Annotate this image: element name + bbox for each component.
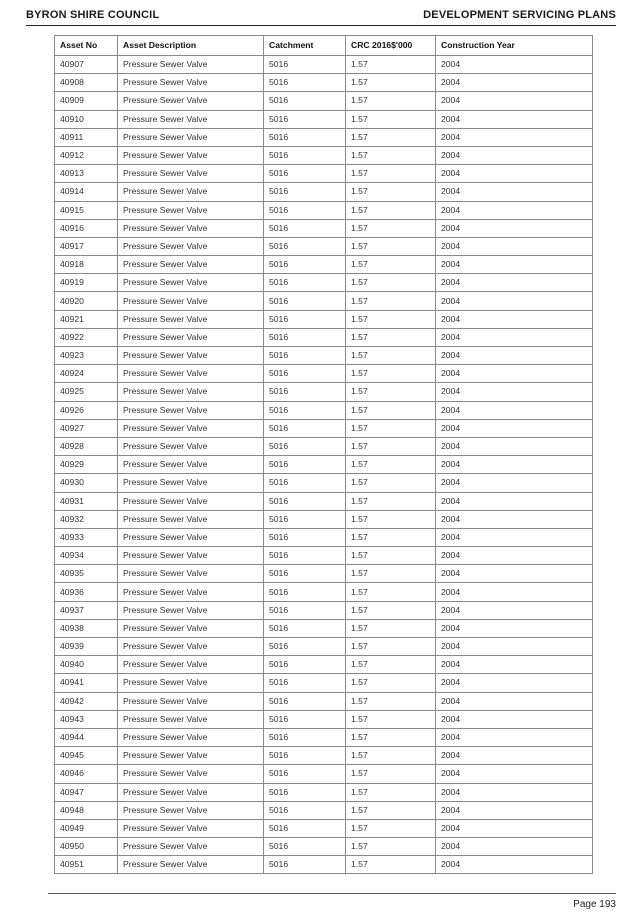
table-row <box>55 237 593 255</box>
cell-catchment: 5016 <box>264 510 346 528</box>
cell-asset-description: Pressure Sewer Valve <box>118 565 264 583</box>
cell-construction-year: 2004 <box>436 456 593 474</box>
table-row <box>55 474 593 492</box>
cell-asset-no: 40940 <box>55 656 118 674</box>
table-row <box>55 565 593 583</box>
cell-catchment: 5016 <box>264 583 346 601</box>
cell-asset-no: 40909 <box>55 92 118 110</box>
cell-asset-no: 40917 <box>55 237 118 255</box>
cell-crc: 1.57 <box>346 456 436 474</box>
table-row <box>55 56 593 74</box>
cell-construction-year: 2004 <box>436 619 593 637</box>
cell-catchment: 5016 <box>264 110 346 128</box>
cell-asset-description: Pressure Sewer Valve <box>118 110 264 128</box>
cell-asset-no: 40912 <box>55 146 118 164</box>
cell-crc: 1.57 <box>346 74 436 92</box>
cell-catchment: 5016 <box>264 237 346 255</box>
cell-asset-description: Pressure Sewer Valve <box>118 510 264 528</box>
cell-construction-year: 2004 <box>436 383 593 401</box>
cell-asset-no: 40939 <box>55 638 118 656</box>
cell-construction-year: 2004 <box>436 92 593 110</box>
cell-crc: 1.57 <box>346 401 436 419</box>
cell-construction-year: 2004 <box>436 747 593 765</box>
table-header <box>55 36 593 56</box>
cell-asset-description: Pressure Sewer Valve <box>118 528 264 546</box>
cell-construction-year: 2004 <box>436 801 593 819</box>
cell-asset-no: 40916 <box>55 219 118 237</box>
cell-asset-no: 40943 <box>55 710 118 728</box>
cell-crc: 1.57 <box>346 583 436 601</box>
cell-catchment: 5016 <box>264 710 346 728</box>
cell-asset-no: 40933 <box>55 528 118 546</box>
cell-asset-no: 40950 <box>55 838 118 856</box>
cell-catchment: 5016 <box>264 656 346 674</box>
cell-construction-year: 2004 <box>436 547 593 565</box>
cell-asset-description: Pressure Sewer Valve <box>118 383 264 401</box>
cell-construction-year: 2004 <box>436 74 593 92</box>
cell-asset-no: 40915 <box>55 201 118 219</box>
table-row <box>55 692 593 710</box>
cell-catchment: 5016 <box>264 310 346 328</box>
cell-asset-description: Pressure Sewer Valve <box>118 56 264 74</box>
cell-construction-year: 2004 <box>436 110 593 128</box>
table-row <box>55 146 593 164</box>
cell-asset-description: Pressure Sewer Valve <box>118 710 264 728</box>
cell-asset-no: 40929 <box>55 456 118 474</box>
cell-construction-year: 2004 <box>436 365 593 383</box>
cell-construction-year: 2004 <box>436 819 593 837</box>
cell-asset-no: 40945 <box>55 747 118 765</box>
cell-crc: 1.57 <box>346 547 436 565</box>
cell-catchment: 5016 <box>264 547 346 565</box>
cell-asset-description: Pressure Sewer Valve <box>118 146 264 164</box>
table-row <box>55 783 593 801</box>
table-row <box>55 274 593 292</box>
cell-catchment: 5016 <box>264 437 346 455</box>
cell-catchment: 5016 <box>264 128 346 146</box>
table-row <box>55 710 593 728</box>
cell-construction-year: 2004 <box>436 583 593 601</box>
cell-construction-year: 2004 <box>436 492 593 510</box>
cell-crc: 1.57 <box>346 492 436 510</box>
cell-asset-description: Pressure Sewer Valve <box>118 747 264 765</box>
cell-asset-description: Pressure Sewer Valve <box>118 128 264 146</box>
cell-catchment: 5016 <box>264 347 346 365</box>
cell-asset-description: Pressure Sewer Valve <box>118 310 264 328</box>
cell-construction-year: 2004 <box>436 437 593 455</box>
cell-crc: 1.57 <box>346 365 436 383</box>
cell-crc: 1.57 <box>346 92 436 110</box>
cell-crc: 1.57 <box>346 347 436 365</box>
cell-catchment: 5016 <box>264 74 346 92</box>
cell-crc: 1.57 <box>346 783 436 801</box>
cell-asset-description: Pressure Sewer Valve <box>118 547 264 565</box>
cell-asset-description: Pressure Sewer Valve <box>118 765 264 783</box>
cell-asset-description: Pressure Sewer Valve <box>118 292 264 310</box>
cell-crc: 1.57 <box>346 474 436 492</box>
cell-crc: 1.57 <box>346 110 436 128</box>
table-row <box>55 492 593 510</box>
cell-catchment: 5016 <box>264 619 346 637</box>
cell-construction-year: 2004 <box>436 219 593 237</box>
cell-crc: 1.57 <box>346 747 436 765</box>
table-row <box>55 383 593 401</box>
cell-asset-description: Pressure Sewer Valve <box>118 74 264 92</box>
cell-construction-year: 2004 <box>436 183 593 201</box>
cell-catchment: 5016 <box>264 56 346 74</box>
cell-construction-year: 2004 <box>436 510 593 528</box>
cell-asset-no: 40923 <box>55 347 118 365</box>
cell-asset-description: Pressure Sewer Valve <box>118 619 264 637</box>
cell-asset-no: 40924 <box>55 365 118 383</box>
cell-asset-description: Pressure Sewer Valve <box>118 801 264 819</box>
table-row <box>55 583 593 601</box>
cell-asset-description: Pressure Sewer Valve <box>118 401 264 419</box>
cell-construction-year: 2004 <box>436 692 593 710</box>
cell-crc: 1.57 <box>346 619 436 637</box>
cell-asset-description: Pressure Sewer Valve <box>118 365 264 383</box>
cell-asset-no: 40942 <box>55 692 118 710</box>
cell-asset-description: Pressure Sewer Valve <box>118 165 264 183</box>
cell-crc: 1.57 <box>346 801 436 819</box>
cell-catchment: 5016 <box>264 474 346 492</box>
cell-crc: 1.57 <box>346 201 436 219</box>
table-row <box>55 419 593 437</box>
cell-construction-year: 2004 <box>436 783 593 801</box>
cell-catchment: 5016 <box>264 528 346 546</box>
page-number: Page 193 <box>573 899 616 910</box>
table-row <box>55 92 593 110</box>
cell-catchment: 5016 <box>264 365 346 383</box>
cell-crc: 1.57 <box>346 856 436 874</box>
cell-asset-no: 40949 <box>55 819 118 837</box>
cell-asset-description: Pressure Sewer Valve <box>118 347 264 365</box>
cell-catchment: 5016 <box>264 692 346 710</box>
organization-title: BYRON SHIRE COUNCIL <box>26 9 160 21</box>
cell-crc: 1.57 <box>346 528 436 546</box>
cell-catchment: 5016 <box>264 838 346 856</box>
cell-asset-no: 40908 <box>55 74 118 92</box>
cell-construction-year: 2004 <box>436 638 593 656</box>
table-row <box>55 183 593 201</box>
table-body <box>55 56 593 874</box>
table-row <box>55 528 593 546</box>
cell-asset-description: Pressure Sewer Valve <box>118 183 264 201</box>
cell-asset-description: Pressure Sewer Valve <box>118 692 264 710</box>
cell-asset-description: Pressure Sewer Valve <box>118 437 264 455</box>
table-row <box>55 819 593 837</box>
cell-catchment: 5016 <box>264 256 346 274</box>
cell-asset-no: 40922 <box>55 328 118 346</box>
cell-crc: 1.57 <box>346 383 436 401</box>
cell-catchment: 5016 <box>264 456 346 474</box>
table-row <box>55 128 593 146</box>
cell-catchment: 5016 <box>264 292 346 310</box>
cell-crc: 1.57 <box>346 510 436 528</box>
cell-crc: 1.57 <box>346 692 436 710</box>
table-row <box>55 728 593 746</box>
table-row <box>55 856 593 874</box>
table-row <box>55 456 593 474</box>
table-row <box>55 256 593 274</box>
cell-catchment: 5016 <box>264 492 346 510</box>
cell-catchment: 5016 <box>264 819 346 837</box>
cell-asset-no: 40951 <box>55 856 118 874</box>
cell-asset-no: 40932 <box>55 510 118 528</box>
cell-asset-no: 40911 <box>55 128 118 146</box>
cell-crc: 1.57 <box>346 838 436 856</box>
cell-construction-year: 2004 <box>436 528 593 546</box>
table-row <box>55 437 593 455</box>
cell-asset-no: 40920 <box>55 292 118 310</box>
cell-crc: 1.57 <box>346 674 436 692</box>
header-row <box>55 36 593 56</box>
table-row <box>55 510 593 528</box>
table-row <box>55 310 593 328</box>
table-row <box>55 747 593 765</box>
cell-construction-year: 2004 <box>436 237 593 255</box>
table-row <box>55 292 593 310</box>
footer-divider <box>48 893 616 894</box>
cell-crc: 1.57 <box>346 256 436 274</box>
cell-construction-year: 2004 <box>436 419 593 437</box>
cell-crc: 1.57 <box>346 565 436 583</box>
cell-catchment: 5016 <box>264 801 346 819</box>
cell-catchment: 5016 <box>264 765 346 783</box>
cell-asset-description: Pressure Sewer Valve <box>118 601 264 619</box>
cell-construction-year: 2004 <box>436 165 593 183</box>
cell-construction-year: 2004 <box>436 328 593 346</box>
table-row <box>55 74 593 92</box>
cell-asset-no: 40918 <box>55 256 118 274</box>
cell-catchment: 5016 <box>264 274 346 292</box>
cell-construction-year: 2004 <box>436 347 593 365</box>
cell-crc: 1.57 <box>346 292 436 310</box>
cell-crc: 1.57 <box>346 219 436 237</box>
cell-crc: 1.57 <box>346 638 436 656</box>
cell-asset-description: Pressure Sewer Valve <box>118 583 264 601</box>
cell-asset-description: Pressure Sewer Valve <box>118 419 264 437</box>
cell-crc: 1.57 <box>346 437 436 455</box>
cell-construction-year: 2004 <box>436 128 593 146</box>
document-section-title: DEVELOPMENT SERVICING PLANS <box>423 9 616 21</box>
cell-construction-year: 2004 <box>436 856 593 874</box>
cell-asset-description: Pressure Sewer Valve <box>118 456 264 474</box>
cell-asset-description: Pressure Sewer Valve <box>118 256 264 274</box>
table-row <box>55 619 593 637</box>
column-header-catchment: Catchment <box>264 36 346 56</box>
cell-crc: 1.57 <box>346 146 436 164</box>
table-row <box>55 547 593 565</box>
cell-construction-year: 2004 <box>436 401 593 419</box>
cell-asset-no: 40934 <box>55 547 118 565</box>
cell-construction-year: 2004 <box>436 146 593 164</box>
cell-catchment: 5016 <box>264 183 346 201</box>
cell-construction-year: 2004 <box>436 474 593 492</box>
cell-construction-year: 2004 <box>436 201 593 219</box>
cell-asset-description: Pressure Sewer Valve <box>118 656 264 674</box>
cell-construction-year: 2004 <box>436 656 593 674</box>
cell-catchment: 5016 <box>264 747 346 765</box>
cell-construction-year: 2004 <box>436 256 593 274</box>
cell-asset-description: Pressure Sewer Valve <box>118 237 264 255</box>
cell-asset-no: 40936 <box>55 583 118 601</box>
table-row <box>55 201 593 219</box>
table-row <box>55 347 593 365</box>
table-row <box>55 674 593 692</box>
cell-catchment: 5016 <box>264 165 346 183</box>
cell-catchment: 5016 <box>264 783 346 801</box>
cell-catchment: 5016 <box>264 219 346 237</box>
cell-crc: 1.57 <box>346 165 436 183</box>
column-header-construction-year: Construction Year <box>436 36 593 56</box>
cell-asset-description: Pressure Sewer Valve <box>118 674 264 692</box>
column-header-asset-no: Asset No <box>55 36 118 56</box>
header-divider <box>26 25 616 26</box>
cell-asset-description: Pressure Sewer Valve <box>118 274 264 292</box>
cell-asset-no: 40941 <box>55 674 118 692</box>
table-row <box>55 601 593 619</box>
cell-asset-no: 40921 <box>55 310 118 328</box>
cell-asset-no: 40907 <box>55 56 118 74</box>
cell-crc: 1.57 <box>346 128 436 146</box>
cell-asset-no: 40910 <box>55 110 118 128</box>
table-row <box>55 656 593 674</box>
cell-crc: 1.57 <box>346 237 436 255</box>
cell-construction-year: 2004 <box>436 710 593 728</box>
cell-construction-year: 2004 <box>436 565 593 583</box>
cell-crc: 1.57 <box>346 601 436 619</box>
cell-asset-no: 40925 <box>55 383 118 401</box>
table-row <box>55 328 593 346</box>
cell-catchment: 5016 <box>264 674 346 692</box>
asset-table-container <box>54 35 592 874</box>
cell-catchment: 5016 <box>264 856 346 874</box>
cell-crc: 1.57 <box>346 819 436 837</box>
cell-construction-year: 2004 <box>436 838 593 856</box>
cell-crc: 1.57 <box>346 274 436 292</box>
cell-construction-year: 2004 <box>436 292 593 310</box>
cell-asset-description: Pressure Sewer Valve <box>118 819 264 837</box>
cell-asset-no: 40937 <box>55 601 118 619</box>
cell-asset-no: 40919 <box>55 274 118 292</box>
cell-crc: 1.57 <box>346 656 436 674</box>
cell-crc: 1.57 <box>346 710 436 728</box>
cell-construction-year: 2004 <box>436 728 593 746</box>
cell-asset-description: Pressure Sewer Valve <box>118 783 264 801</box>
cell-asset-description: Pressure Sewer Valve <box>118 201 264 219</box>
cell-crc: 1.57 <box>346 419 436 437</box>
cell-crc: 1.57 <box>346 56 436 74</box>
cell-asset-no: 40914 <box>55 183 118 201</box>
cell-asset-no: 40944 <box>55 728 118 746</box>
cell-construction-year: 2004 <box>436 56 593 74</box>
cell-crc: 1.57 <box>346 765 436 783</box>
cell-asset-description: Pressure Sewer Valve <box>118 92 264 110</box>
asset-table <box>54 35 593 874</box>
cell-construction-year: 2004 <box>436 274 593 292</box>
table-row <box>55 365 593 383</box>
column-header-asset-description: Asset Description <box>118 36 264 56</box>
cell-catchment: 5016 <box>264 565 346 583</box>
cell-catchment: 5016 <box>264 638 346 656</box>
cell-construction-year: 2004 <box>436 310 593 328</box>
table-row <box>55 165 593 183</box>
column-header-crc: CRC 2016$'000 <box>346 36 436 56</box>
cell-crc: 1.57 <box>346 310 436 328</box>
cell-asset-description: Pressure Sewer Valve <box>118 219 264 237</box>
cell-asset-description: Pressure Sewer Valve <box>118 474 264 492</box>
cell-asset-no: 40947 <box>55 783 118 801</box>
cell-asset-no: 40948 <box>55 801 118 819</box>
cell-asset-no: 40935 <box>55 565 118 583</box>
table-row <box>55 219 593 237</box>
cell-crc: 1.57 <box>346 183 436 201</box>
cell-catchment: 5016 <box>264 383 346 401</box>
cell-asset-description: Pressure Sewer Valve <box>118 728 264 746</box>
cell-catchment: 5016 <box>264 328 346 346</box>
cell-crc: 1.57 <box>346 728 436 746</box>
cell-catchment: 5016 <box>264 419 346 437</box>
table-row <box>55 401 593 419</box>
cell-asset-no: 40946 <box>55 765 118 783</box>
cell-asset-no: 40931 <box>55 492 118 510</box>
table-row <box>55 765 593 783</box>
cell-asset-no: 40926 <box>55 401 118 419</box>
cell-asset-no: 40938 <box>55 619 118 637</box>
cell-catchment: 5016 <box>264 146 346 164</box>
cell-catchment: 5016 <box>264 601 346 619</box>
cell-asset-description: Pressure Sewer Valve <box>118 838 264 856</box>
cell-asset-no: 40930 <box>55 474 118 492</box>
cell-asset-no: 40913 <box>55 165 118 183</box>
cell-construction-year: 2004 <box>436 765 593 783</box>
cell-catchment: 5016 <box>264 201 346 219</box>
cell-asset-no: 40928 <box>55 437 118 455</box>
cell-asset-description: Pressure Sewer Valve <box>118 638 264 656</box>
table-row <box>55 110 593 128</box>
cell-asset-description: Pressure Sewer Valve <box>118 856 264 874</box>
cell-construction-year: 2004 <box>436 601 593 619</box>
cell-crc: 1.57 <box>346 328 436 346</box>
cell-catchment: 5016 <box>264 92 346 110</box>
cell-asset-description: Pressure Sewer Valve <box>118 492 264 510</box>
cell-construction-year: 2004 <box>436 674 593 692</box>
cell-asset-description: Pressure Sewer Valve <box>118 328 264 346</box>
cell-asset-no: 40927 <box>55 419 118 437</box>
table-row <box>55 638 593 656</box>
table-row <box>55 801 593 819</box>
cell-catchment: 5016 <box>264 728 346 746</box>
cell-catchment: 5016 <box>264 401 346 419</box>
table-row <box>55 838 593 856</box>
